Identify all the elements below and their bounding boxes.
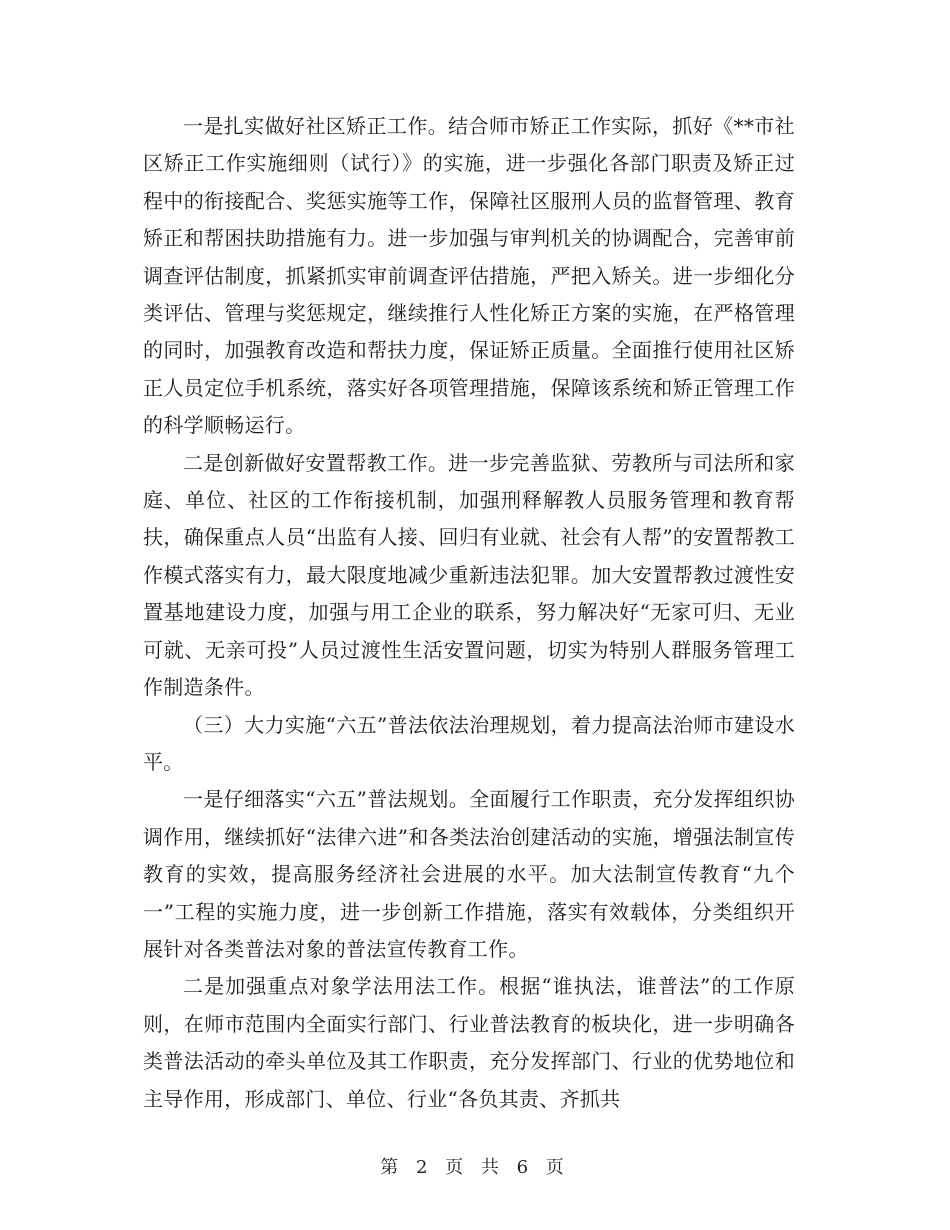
paragraph-community-correction: 一是扎实做好社区矫正工作。结合师市矫正工作实际，抓好《**市社区矫正工作实施细则（试行）》的实施，进一步强化各部门职责及矫正过程中的衔接配合、奖惩实施等工作，保障社区服刑人员的监督管理、教育矫正和帮困扶助措施有力。进一步加强与审判机关的协调配合，完善审前调查评估制度，抓紧抓实审前调查评估措施，严把入矫关。进一步细化分类评估、管理与奖惩规定，继续推行人性化矫正方案的实施，在严格管理的同时，加强教育改造和帮扶力度，保证矫正质量。全面推行使用社区矫正人员定位手机系统，落实好各项管理措施，保障该系统和矫正管理工作的科学顺畅运行。 [143,114,795,438]
paragraph-resettlement-assistance: 二是创新做好安置帮教工作。进一步完善监狱、劳教所与司法所和家庭、单位、社区的工作衔接机制，加强刑释解教人员服务管理和教育帮扶，确保重点人员“出监有人接、回归有业就、社会有人帮”的安置帮教工作模式落实有力，最大限度地减少重新违法犯罪。加大安置帮教过渡性安置基地建设力度，加强与用工企业的联系，努力解决好“无家可归、无业可就、无亲可投”人员过渡性生活安置问题，切实为特别人群服务管理工作制造条件。 [143,450,795,700]
body-text [143,108,795,1118]
paragraph-legal-education-plan: 一是仔细落实“六五”普法规划。全面履行工作职责，充分发挥组织协调作用，继续抓好“法律六进”和各类法治创建活动的实施，增强法制宣传教育的实效，提高服务经济社会进展的水平。加大法制宣传教育“九个一”工程的实施力度，进一步创新工作措施，落实有效载体，分类组织开展针对各类普法对象的普法宣传教育工作。 [143,787,795,961]
page-footer: 第 2 页 共 6 页 [380,1157,570,1178]
paragraph-key-targets-law-study: 二是加强重点对象学法用法工作。根据“谁执法，谁普法”的工作原则，在师市范围内全面实行部门、行业普法教育的板块化，进一步明确各类普法活动的牵头单位及其工作职责，充分发挥部门、行业的优势地位和主导作用，形成部门、单位、行业“各负其责、齐抓共 [143,974,795,1111]
section-heading-legal-education: （三）大力实施“六五”普法依法治理规划，着力提高法治师市建设水平。 [143,712,795,774]
